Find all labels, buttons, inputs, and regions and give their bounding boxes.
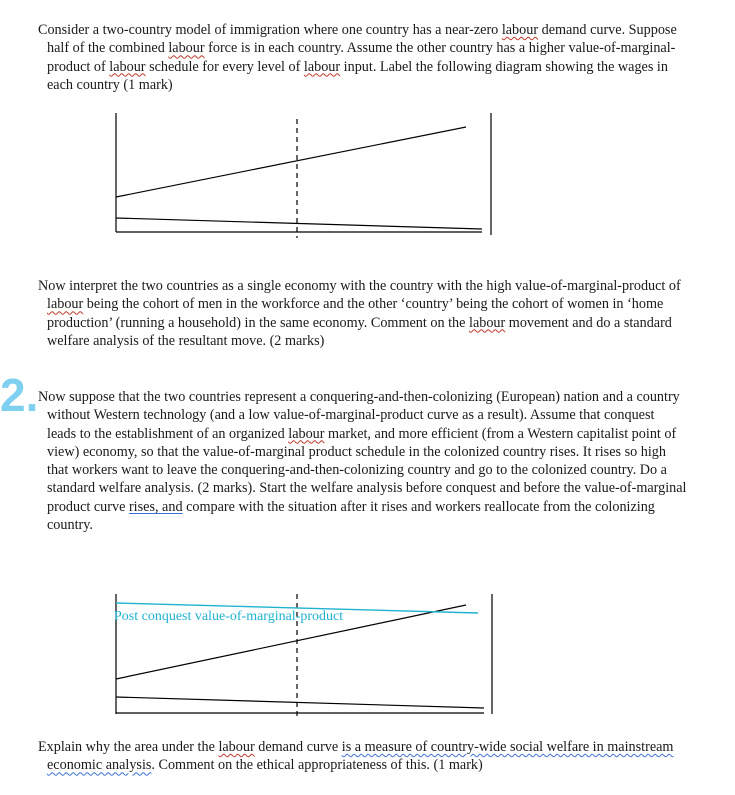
low-vmp-curve: [116, 697, 484, 708]
list-number-marker: 2.: [0, 369, 39, 421]
question-3-text: Now suppose that the two countries represent a conquering-and-then-colonizing (European) nation and a country without Western technology (and a low value-of-marginal-product curve as a result). Assume that conquest leads to the establishment of an organized labour market, and more efficient (from a Western capitalist point of view) economy, so that the value-of-marginal product schedule in the colonized country rises. It rises so high that workers want to leave the conquering-and-then-colonizing country and go to the colonized country. Do a standard welfare analysis. (2 marks). Start the welfare analysis before conquest and before the value-of-marginal product curve rises, and compare with the situation after it rises and workers reallocate from the colonizing country.: [38, 389, 687, 534]
question-1-text: Consider a two-country model of immigration where one country has a near-zero labour demand curve. Suppose half of the combined labour force is in each country. Assume the other country has a higher value-of-marginal-product of labour schedule for every level of labour input. Label the following diagram showing the wages in each country (1 mark): [38, 22, 677, 93]
question-4-text: Explain why the area under the labour demand curve is a measure of country-wide social welfare in mainstream economic analysis. Comment on the ethical appropriateness of this. (1 mark): [38, 739, 674, 774]
question-2-text: Now interpret the two countries as a single economy with the country with the high value-of-marginal-product of labour being the cohort of men in the workforce and the other ‘country’ being the cohort of women in ‘home production’ (running a household) in the same economy. Comment on the labour movement and do a standard welfare analysis of the resultant move. (2 marks): [38, 278, 681, 349]
post-conquest-curve-label: Post conquest value-of-marginal-product: [114, 609, 344, 624]
